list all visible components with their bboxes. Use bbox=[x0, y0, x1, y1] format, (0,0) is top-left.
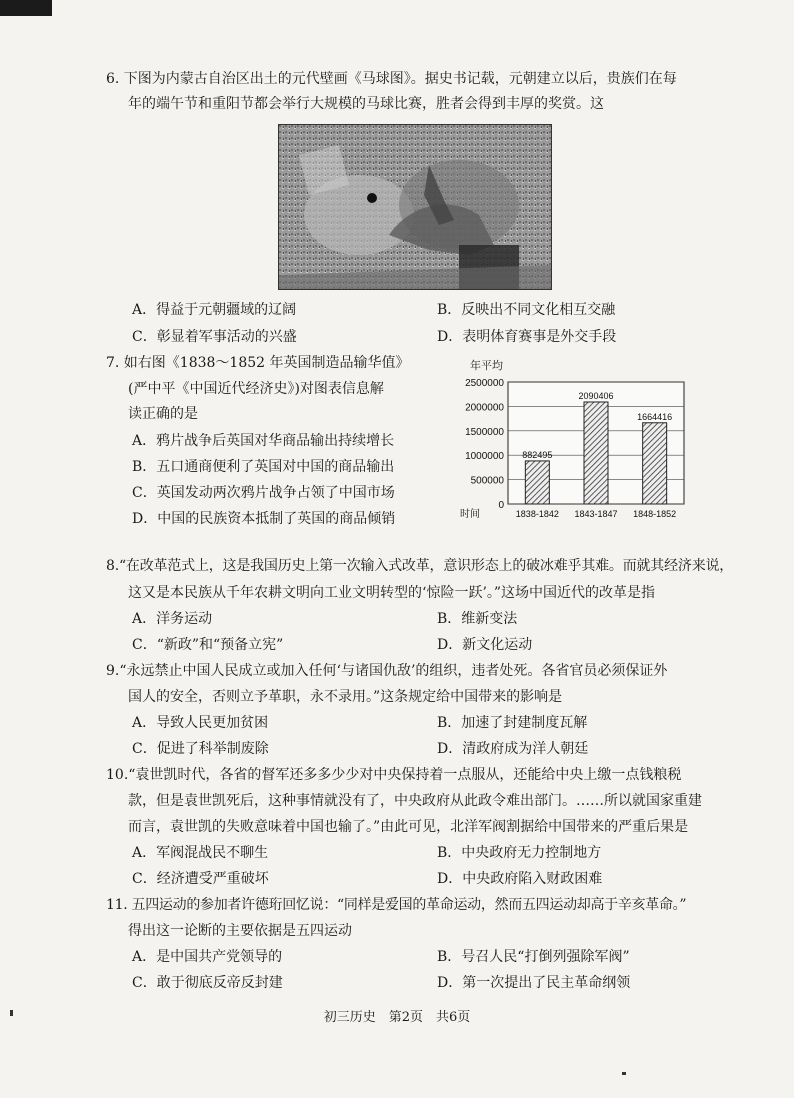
q8-stem-line1: 8.“在改革范式上，这是我国历史上第一次输入式改革，意识形态上的破冰难乎其难。而就其经济来说， bbox=[106, 558, 734, 574]
q7-option-c: C．英国发动两次鸦片战争占领了中国市场 bbox=[132, 485, 395, 501]
q6-option-b: B．反映出不同文化相互交融 bbox=[437, 302, 616, 318]
q7-option-a: A．鸦片战争后英国对华商品输出持续增长 bbox=[132, 433, 395, 449]
polo-mural-illustration bbox=[279, 125, 551, 289]
q9-option-b: B．加速了封建制度瓦解 bbox=[437, 715, 588, 731]
q8-option-b: B．维新变法 bbox=[437, 611, 518, 627]
chart-y-tick-label: 1500000 bbox=[465, 426, 504, 438]
page-footer: 初三历史 第2页 共6页 bbox=[323, 1010, 471, 1025]
chart-bar bbox=[584, 402, 608, 504]
q7-stem-line3: 读正确的是 bbox=[128, 406, 198, 422]
chart-x-tick-label: 1843-1847 bbox=[574, 509, 618, 519]
scan-speck bbox=[622, 1072, 626, 1075]
q7-stem-line1: 7. 如右图《1838～1852 年英国制造品输华值》 bbox=[106, 355, 410, 371]
chart-y-tick-label: 2000000 bbox=[465, 402, 504, 414]
chart-y-tick-label: 500000 bbox=[470, 475, 504, 487]
q11-stem-line2: 得出这一论断的主要依据是五四运动 bbox=[128, 923, 352, 939]
q8-option-a: A．洋务运动 bbox=[132, 611, 213, 627]
q6-option-c: C．彰显着军事活动的兴盛 bbox=[132, 329, 297, 345]
chart-y-tick-label: 2500000 bbox=[465, 378, 504, 389]
q9-option-d: D．清政府成为洋人朝廷 bbox=[437, 741, 589, 757]
chart-x-label: 时间 bbox=[460, 509, 480, 520]
chart-bar bbox=[525, 461, 549, 504]
chart-x-tick-label: 1848-1852 bbox=[633, 509, 677, 519]
q6-option-a: A．得益于元朝疆域的辽阔 bbox=[132, 302, 297, 318]
q11-option-c: C．敢于彻底反帝反封建 bbox=[132, 975, 283, 991]
q11-option-a: A．是中国共产党领导的 bbox=[132, 949, 283, 965]
q10-stem-line1: 10.“袁世凯时代，各省的督军还多多少少对中央保持着一点服从，还能给中央上缴一点钱粮税 bbox=[106, 767, 682, 783]
q11-option-b: B．号召人民“打倒列强除军阀” bbox=[437, 949, 630, 965]
q10-stem-line2: 款，但是袁世凯死后，这种事情就没有了，中央政府从此政令难出部门。……所以就国家重建 bbox=[128, 793, 702, 809]
polo-mural-image bbox=[278, 124, 552, 290]
q10-option-c: C．经济遭受严重破坏 bbox=[132, 871, 269, 887]
q9-stem-line1: 9.“永远禁止中国人民成立或加入任何‘与诸国仇敌’的组织，违者处死。各省官员必须保证外 bbox=[106, 663, 668, 679]
q7-option-b: B．五口通商便利了英国对中国的商品输出 bbox=[132, 459, 395, 475]
q7-stem-line2: (严中平《中国近代经济史》)对图表信息解 bbox=[128, 381, 384, 397]
q8-stem-line2: 这又是本民族从千年农耕文明向工业文明转型的‘惊险一跃’。”这场中国近代的改革是指 bbox=[128, 585, 656, 601]
chart-x-tick-label: 1838-1842 bbox=[515, 509, 559, 519]
chart-y-tick-label: 1000000 bbox=[465, 451, 504, 463]
scan-speck bbox=[10, 1010, 13, 1016]
chart-value-label: 2090406 bbox=[578, 390, 614, 401]
q9-stem-line2: 国人的安全，否则立予革职，永不录用。”这条规定给中国带来的影响是 bbox=[128, 689, 563, 705]
q6-stem-line2: 年的端午节和重阳节都会举行大规模的马球比赛，胜者会得到丰厚的奖赏。这 bbox=[128, 96, 604, 112]
chart-value-label: 882495 bbox=[522, 449, 553, 460]
q7-option-d: D．中国的民族资本抵制了英国的商品倾销 bbox=[132, 511, 396, 527]
chart-y-tick-label: 0 bbox=[498, 500, 504, 511]
q10-stem-line3: 而言，袁世凯的失败意味着中国也输了。”由此可见，北洋军阀割据给中国带来的严重后果是 bbox=[128, 819, 689, 835]
chart-value-label: 1664416 bbox=[637, 411, 673, 422]
q10-option-b: B．中央政府无力控制地方 bbox=[437, 845, 602, 861]
q9-option-a: A．导致人民更加贫困 bbox=[132, 715, 269, 731]
q10-option-a: A．军阀混战民不聊生 bbox=[132, 845, 269, 861]
q6-stem-line1: 6. 下图为内蒙古自治区出土的元代壁画《马球图》。据史书记载，元朝建立以后，贵族们在每 bbox=[106, 71, 677, 87]
q8-option-d: D．新文化运动 bbox=[437, 637, 533, 653]
q11-stem-line1: 11. 五四运动的参加者许德珩回忆说：“同样是爱国的革命运动，然而五四运动却高于辛亥革命。” bbox=[106, 897, 687, 913]
chart-bar bbox=[643, 423, 667, 504]
export-bar-chart bbox=[448, 372, 688, 532]
q10-option-d: D．中央政府陷入财政困难 bbox=[437, 871, 603, 887]
scan-corner-mark bbox=[0, 0, 52, 16]
q6-option-d: D．表明体育赛事是外交手段 bbox=[437, 329, 617, 345]
q9-option-c: C．促进了科举制废除 bbox=[132, 741, 269, 757]
chart-y-label: 年平均 bbox=[470, 359, 503, 372]
q11-option-d: D．第一次提出了民主革命纲领 bbox=[437, 975, 631, 991]
q8-option-c: C．“新政”和“预备立宪” bbox=[132, 637, 284, 653]
